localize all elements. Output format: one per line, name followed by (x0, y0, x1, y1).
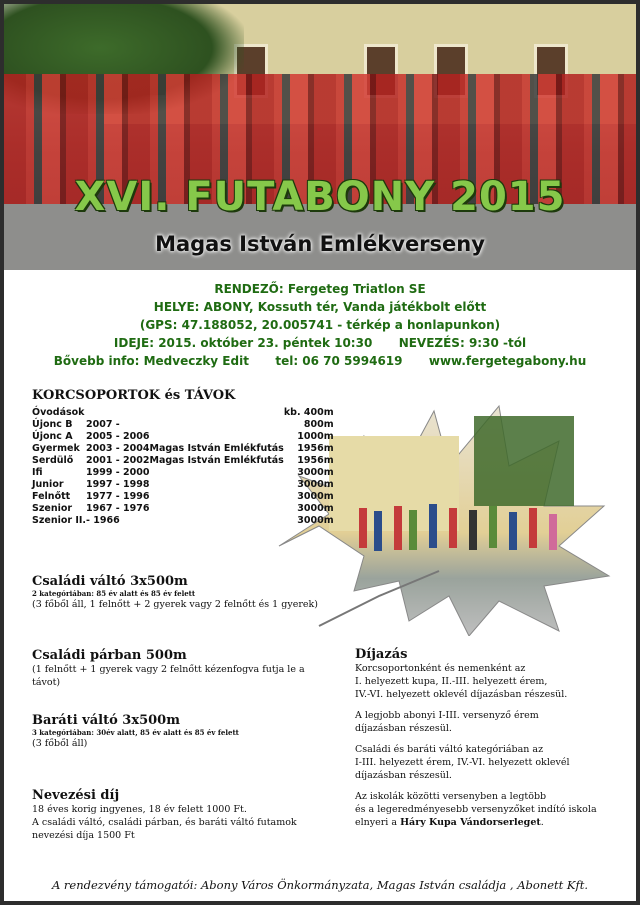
age-group-note (149, 515, 283, 527)
age-group-row (32, 455, 334, 467)
age-group-note (149, 431, 283, 443)
prizes-p3-l2: I-III. helyezett érem, IV.-VI. helyezett oklevél (355, 757, 570, 768)
age-group-name: Óvodások (32, 407, 85, 418)
age-group-name: Junior (32, 479, 64, 490)
age-group-distance: 3000m (297, 467, 334, 478)
age-group-years: - 1966 (86, 515, 120, 526)
age-group-note (149, 491, 283, 503)
family-pair-title: Családi párban 500m (32, 648, 187, 663)
age-group-row (32, 479, 334, 491)
age-group-row (32, 443, 334, 455)
entry-fee (32, 788, 342, 842)
age-group-note: Magas István Emlékfutás (149, 455, 284, 466)
age-group-name: Újonc A (32, 431, 73, 442)
prizes-p3-l1: Családi és baráti váltó kategóriában az (355, 744, 544, 755)
date-label: IDEJE: (113, 336, 155, 350)
leaf-tree (474, 416, 574, 506)
family-relay-desc: (3 főből áll, 1 felnőtt + 2 gyerek vagy 2 felnőtt és 1 gyerek) (32, 599, 318, 610)
entry-fee-line1: 18 éves korig ingyenes, 18 év felett 1000 Ft. (32, 804, 247, 815)
age-group-distance: 1956m (297, 455, 334, 466)
age-group-distance: 1956m (297, 443, 334, 454)
prizes-p4-l1: Az iskolák közötti versenyben a legtöbb (355, 791, 547, 802)
age-group-note (149, 467, 283, 479)
age-group-note (149, 419, 283, 431)
entry-fee-line2: A családi váltó, családi párban, és baráti váltó futamok (32, 817, 297, 828)
friend-relay-title: Baráti váltó 3x500m (32, 713, 180, 728)
date-row (4, 334, 636, 352)
event-info (4, 280, 636, 370)
entry-label: NEVEZÉS: (398, 336, 465, 350)
age-group-distance: 1000m (297, 431, 334, 442)
prizes-p2-l1: A legjobb abonyi I-III. versenyző érem (355, 710, 539, 721)
age-group-note: Magas István Emlékfutás (149, 443, 284, 454)
age-group-note (149, 479, 283, 491)
family-pair (32, 648, 332, 689)
age-group-distance: 800m (303, 419, 334, 430)
page-subtitle: Magas István Emlékverseny (155, 232, 485, 256)
age-group-years (86, 407, 149, 419)
age-group-row (32, 419, 334, 431)
age-group-name: Serdülő (32, 455, 74, 466)
family-relay-categories: 2 kategóriában: 85 év alatt és 85 év felett (32, 589, 196, 598)
poster (4, 4, 636, 901)
age-group-name: Gyermek (32, 443, 80, 454)
prizes-p4-l3 (355, 816, 630, 829)
gps-row: (GPS: 47.188052, 20.005741 - térkép a honlapunkon) (139, 318, 501, 332)
family-relay-title: Családi váltó 3x500m (32, 574, 188, 589)
page-title: XVI. FUTABONY 2015 (74, 174, 566, 220)
age-group-distance: kb. 400m (283, 407, 334, 418)
age-group-note (149, 407, 283, 419)
age-group-years: 2003 - 2004 (86, 443, 150, 454)
age-group-years: 1999 - 2000 (86, 467, 150, 478)
family-relay (32, 574, 332, 611)
hary-cup: Háry Kupa Vándorserleget (400, 817, 541, 828)
prizes-p1-l3: IV.-VI. helyezett oklevél díjazásban részesül. (355, 689, 568, 700)
age-group-distance: 3000m (297, 479, 334, 490)
friend-relay (32, 713, 332, 750)
age-group-row (32, 491, 334, 503)
prizes-p4-prefix: elnyeri a (355, 817, 398, 828)
age-group-name: Szenior II. (32, 515, 87, 526)
age-group-name: Szenior (32, 503, 73, 514)
prizes-p1-l2: I. helyezett kupa, II.-III. helyezett érem, (355, 676, 548, 687)
age-group-years: 1977 - 1996 (86, 491, 150, 502)
family-pair-desc: (1 felnőtt + 1 gyerek vagy 2 felnőtt kézenfogva futja le a távot) (32, 664, 305, 688)
entry-fee-title: Nevezési díj (32, 788, 120, 803)
prizes-p4-l2: és a legeredményesebb versenyzőket indító iskola (355, 804, 597, 815)
organizer-row (4, 280, 636, 298)
location-row (4, 298, 636, 316)
organizer-label: RENDEZŐ: (214, 282, 284, 296)
age-group-name: Újonc B (32, 419, 73, 430)
prizes-p4-suffix: . (540, 817, 544, 828)
prizes-title: Díjazás (355, 647, 408, 662)
age-group-row (32, 515, 334, 527)
age-group-row (32, 467, 334, 479)
location-value: ABONY, Kossuth tér, Vanda játékbolt előtt (203, 300, 487, 314)
age-group-name: Felnőtt (32, 491, 71, 502)
age-groups (32, 388, 332, 527)
age-group-row (32, 407, 334, 419)
age-group-distance: 3000m (297, 491, 334, 502)
age-group-distance: 3000m (297, 503, 334, 514)
age-groups-title: KORCSOPORTOK és TÁVOK (32, 388, 236, 403)
friend-relay-desc: (3 főből áll) (32, 738, 88, 749)
contact-phone: tel: 06 70 5994619 (275, 354, 403, 368)
age-group-years: 1967 - 1976 (86, 503, 150, 514)
sponsors-footer: A rendezvény támogatói: Abony Város Önkormányzata, Magas István családja , Abonett Kft. (51, 878, 589, 892)
age-group-note (149, 503, 283, 515)
age-group-row (32, 431, 334, 443)
age-group-name: Ifi (32, 467, 43, 478)
prizes-p2-l2: díjazásban részesül. (355, 723, 452, 734)
date-value: 2015. október 23. péntek 10:30 (158, 336, 373, 350)
entry-fee-line3: nevezési díja 1500 Ft (32, 830, 135, 841)
more-info-label: Bővebb info: (53, 354, 140, 368)
organizer-value: Fergeteg Triatlon SE (287, 282, 426, 296)
location-label: HELYE: (153, 300, 200, 314)
contact-name: Medveczky Edit (143, 354, 249, 368)
age-group-row (32, 503, 334, 515)
entry-value: 9:30 -tól (468, 336, 527, 350)
website-link[interactable]: www.fergetegabony.hu (428, 354, 587, 368)
prizes (355, 647, 630, 829)
age-group-years: 2007 - (86, 419, 120, 430)
friend-relay-categories: 3 kategóriában: 30év alatt, 85 év alatt és 85 év felett (32, 728, 239, 737)
age-group-distance: 3000m (297, 515, 334, 526)
prizes-p3-l3: díjazásban részesül. (355, 770, 452, 781)
age-group-years: 2001 - 2002 (86, 455, 150, 466)
age-group-years: 2005 - 2006 (86, 431, 150, 442)
age-group-years: 1997 - 1998 (86, 479, 150, 490)
prizes-p1-l1: Korcsoportonként és nemenként az (355, 663, 526, 674)
age-groups-table (32, 407, 334, 527)
contact-row (4, 352, 636, 370)
hero-photo (4, 4, 636, 270)
